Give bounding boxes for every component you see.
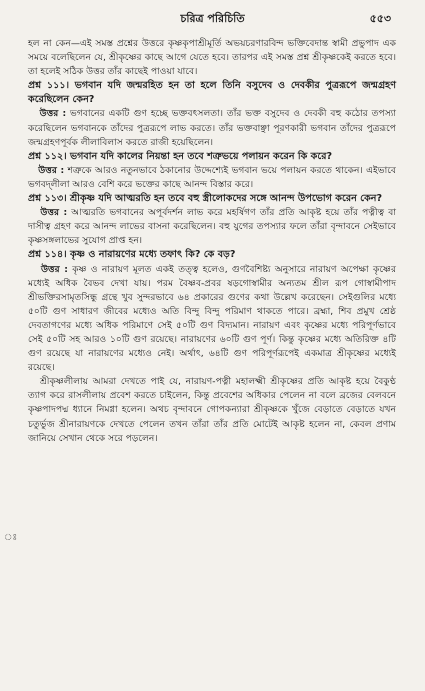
answer-text: আত্মরতি ভগবানের অপূর্বদর্শন লাভ করে মহর্ষিগণ তাঁর প্রতি আকৃষ্ট হয়ে তাঁর পত্নীত্ব বা দাসীত্ব গ্রহণ করে আনন্দ লাভের বাসনা করেছিলেন। বহু যুগের তপস্যার ফলে তাঁরা বৃন্দাবনে সেইভাবে কৃষ্ণসঙ্গলাভের সুযোগ প্রাপ্ত হন। bbox=[28, 208, 397, 247]
question-111: প্রশ্ন ১১১। ভগবান যদি জন্মরহিত হন তা হলে তিনি বসুদেব ও দেবকীর পুত্ররূপে জন্মগ্রহণ করেছিলেন কেন? bbox=[28, 80, 396, 106]
answer-111 bbox=[28, 107, 396, 149]
answer-113 bbox=[28, 206, 396, 248]
answer-text: কৃষ্ণ ও নারায়ণ মূলত একই তত্ত্ব হলেও, গুণবৈশিষ্ট্য অনুসারে নারায়ণ অপেক্ষা কৃষ্ণের মধ্যেই অধিক বৈভব দেখা যায়। পরম বৈষ্ণব-প্রবর ষড়গোস্বামীর অন্যতম শ্রীল রূপ গোস্বামীপাদ শ্রীভক্তিরসামৃতসিন্ধু গ্রন্থে খুব সুন্দরভাবে ৬৪ প্রকারের গুণের কথা উল্লেখ করেছেন। সেইগুলির মধ্যে ৫০টি গুণ সাধারণ জীবের মধ্যেও অতি বিন্দু বিন্দু পরিমাণ থাকতে পারে। ব্রহ্মা, শিব প্রমুখ শ্রেষ্ঠ দেবতাগণের মধ্যে অধিক পরিমাণে সেই ৫০টি গুণ বিদ্যমান। নারায়ণ এবং কৃষ্ণের মধ্যে পরিপূর্ণভাবে সেই ৫০টি সহ আরও ১০টি গুণ রয়েছে। নারায়ণের ৬০টি গুণ পূর্ণ। কিন্তু কৃষ্ণের মধ্যে অতিরিক্ত ৪টি গুণ রয়েছে যা নারায়ণের মধ্যেও নেই। অর্থাৎ, ৬৪টি গুণ পরিপূর্ণরূপেই একমাত্র শ্রীকৃষ্ণের মধ্যেই রয়েছে। bbox=[28, 264, 397, 374]
margin-mark: ঃ bbox=[4, 533, 18, 543]
page-header bbox=[0, 8, 425, 26]
question-114: প্রশ্ন ১১৪। কৃষ্ণ ও নারায়ণের মধ্যে তফাৎ কি? কে বড়? bbox=[28, 249, 236, 261]
answer-114 bbox=[28, 263, 396, 376]
answer-label: উত্তর : bbox=[40, 264, 68, 275]
answer-text: ভগবানের একটি গুণ হচ্ছে ভক্তবৎসলতা। তাঁর ভক্ত বসুদেব ও দেবকী বহু কঠোর তপস্যা করেছিলেন ভগবানকে তাঁদের পুত্ররূপে লাভ করতে। তাঁর ভক্তবাঞ্ছা পূরণকারী ভগবান তাঁদের পুত্ররূপে জন্মগ্রহণপূর্বক লীলাবিলাস করতে রাজী হয়েছিলেন। bbox=[28, 109, 397, 148]
answer-label: উত্তর : bbox=[39, 109, 67, 120]
paragraph: শ্রীকৃষ্ণলীলায় আমরা দেখতে পাই যে, নারায়ণ-পত্নী মহালক্ষ্মী শ্রীকৃষ্ণের প্রতি আকৃষ্ট হয়ে বৈকুণ্ঠ ত্যাগ করে রাসলীলায় প্রবেশ করতে চাইলেন, কিন্তু প্রবেশের অধিকার পেলেন না বলে ব্রজের বেলবনে কৃষ্ণপাদপদ্ম ধ্যানে নিমগ্না হলেন। অথচ বৃন্দাবনে গোপকন্যারা শ্রীকৃষ্ণকে খুঁজে বেড়াতে বেড়াতে যখন চতুর্ভুজ শ্রীনারায়ণকে দেখতে পেলেন তখন তাঁরা তাঁর প্রতি মোটেই আকৃষ্ট হলেন না, কেবল প্রণাম জানিয়ে সেখান থেকে সরে পড়লেন। bbox=[28, 377, 396, 444]
answer-112 bbox=[28, 164, 396, 192]
paragraph: হল না কেন—এই সমস্ত প্রশ্নের উত্তরে কৃষ্ণকৃপাশ্রীমূর্তি অভয়চরণারবিন্দ ভক্তিবেদান্ত স্বামী প্রভুপাদ এক সময়ে বলেছিলেন যে, শ্রীকৃষ্ণের কাছে আগে যেতে হবে। তারপর এই সমস্ত প্রশ্ন শ্রীকৃষ্ণকেই করতে হবে। তা হলেই সঠিক উত্তর তাঁর কাছেই পাওয়া যাবে। bbox=[28, 39, 396, 78]
page-number: ৫৫৩ bbox=[369, 12, 391, 25]
body-text bbox=[28, 37, 396, 446]
answer-label: উত্তর : bbox=[38, 165, 65, 176]
answer-label: উত্তর : bbox=[40, 208, 68, 219]
question-112: প্রশ্ন ১১২। ভগবান যদি কালের নিয়ন্তা হন তবে শত্রুভয়ে পলায়ন করেন কি করে? bbox=[28, 150, 333, 162]
answer-text: শত্রুকে আরও নতুনভাবে ঠকানোর উদ্দেশ্যেই ভগবান ভয়ে পলায়ন করতে থাকেন। এইভাবে ভগবদ্লীলা আরও বেশি করে ভক্তের কাছে আনন্দ বিস্তার করে। bbox=[28, 165, 396, 190]
question-113: প্রশ্ন ১১৩। শ্রীকৃষ্ণ যদি আত্মরতি হন তবে বহু স্ত্রীলোকদের সঙ্গে আনন্দ উপভোগ করেন কেন? bbox=[28, 193, 383, 205]
chapter-title: চরিত্র পরিচিতি bbox=[180, 12, 245, 25]
